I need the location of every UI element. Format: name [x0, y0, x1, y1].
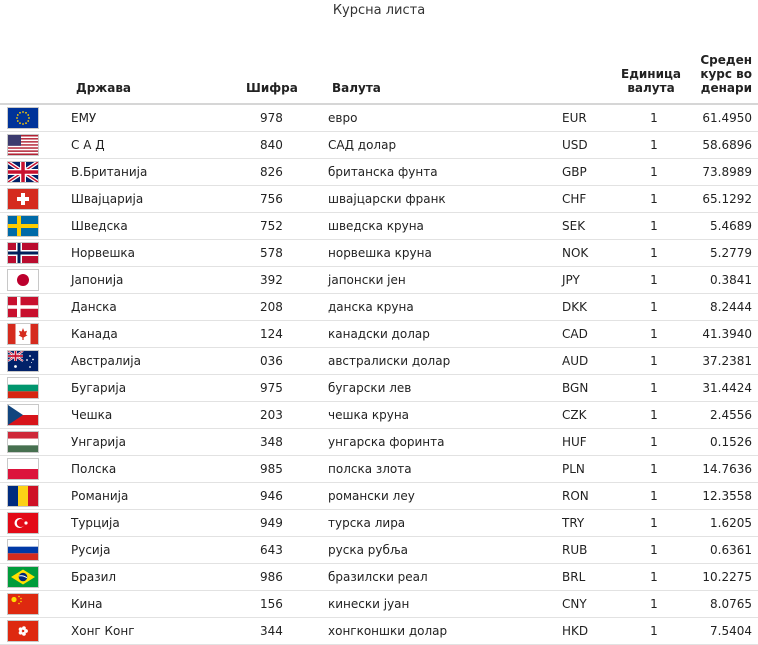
country-cell: Данска	[64, 294, 216, 321]
country-cell: Турција	[64, 510, 216, 537]
code-cell: 578	[216, 240, 326, 267]
flag-cell	[0, 537, 64, 564]
header-code: Шифра	[216, 31, 326, 104]
unit-cell: 1	[620, 240, 682, 267]
currency-cell: данска круна	[326, 294, 556, 321]
jp-flag	[8, 270, 38, 290]
rate-cell: 37.2381	[682, 348, 758, 375]
unit-cell: 1	[620, 537, 682, 564]
unit-cell: 1	[620, 267, 682, 294]
code-cell: 840	[216, 132, 326, 159]
code-cell: 978	[216, 104, 326, 132]
country-cell: Полска	[64, 456, 216, 483]
tr-flag	[8, 513, 38, 533]
code-cell: 985	[216, 456, 326, 483]
rate-cell: 73.8989	[682, 159, 758, 186]
code-cell: 156	[216, 591, 326, 618]
au-flag	[8, 351, 38, 371]
currency-cell: јапонски јен	[326, 267, 556, 294]
country-cell: Канада	[64, 321, 216, 348]
table-row	[0, 591, 758, 618]
table-row	[0, 537, 758, 564]
code-cell: 208	[216, 294, 326, 321]
unit-cell: 1	[620, 186, 682, 213]
country-cell: Швајцарија	[64, 186, 216, 213]
iso-code-cell: JPY	[556, 267, 620, 294]
iso-code-cell: CNY	[556, 591, 620, 618]
gb-flag	[8, 162, 38, 182]
unit-cell: 1	[620, 429, 682, 456]
table-row	[0, 159, 758, 186]
table-row	[0, 240, 758, 267]
table-row	[0, 104, 758, 132]
header-currency: Валута	[326, 31, 556, 104]
country-cell: Јапонија	[64, 267, 216, 294]
country-cell: Унгарија	[64, 429, 216, 456]
iso-code-cell: CZK	[556, 402, 620, 429]
currency-cell: руска рубља	[326, 537, 556, 564]
country-cell: Шведска	[64, 213, 216, 240]
rate-cell: 12.3558	[682, 483, 758, 510]
country-cell: Чешка	[64, 402, 216, 429]
code-cell: 348	[216, 429, 326, 456]
table-header-row	[0, 31, 758, 104]
table-row	[0, 456, 758, 483]
unit-cell: 1	[620, 591, 682, 618]
country-cell: Романија	[64, 483, 216, 510]
flag-cell	[0, 618, 64, 645]
flag-cell	[0, 591, 64, 618]
rate-cell: 5.2779	[682, 240, 758, 267]
code-cell: 752	[216, 213, 326, 240]
currency-cell: австралиски долар	[326, 348, 556, 375]
rate-cell: 31.4424	[682, 375, 758, 402]
rate-cell: 1.6205	[682, 510, 758, 537]
exchange-rate-table	[0, 31, 758, 645]
table-row	[0, 429, 758, 456]
flag-cell	[0, 429, 64, 456]
br-flag	[8, 567, 38, 587]
currency-cell: канадски долар	[326, 321, 556, 348]
country-cell: С А Д	[64, 132, 216, 159]
flag-cell	[0, 375, 64, 402]
flag-cell	[0, 402, 64, 429]
rate-cell: 2.4556	[682, 402, 758, 429]
ca-flag	[8, 324, 38, 344]
code-cell: 203	[216, 402, 326, 429]
unit-cell: 1	[620, 348, 682, 375]
rate-cell: 58.6896	[682, 132, 758, 159]
table-row	[0, 294, 758, 321]
rate-cell: 7.5404	[682, 618, 758, 645]
rate-cell: 10.2275	[682, 564, 758, 591]
ro-flag	[8, 486, 38, 506]
rate-cell: 41.3940	[682, 321, 758, 348]
table-row	[0, 267, 758, 294]
unit-cell: 1	[620, 294, 682, 321]
dk-flag	[8, 297, 38, 317]
hu-flag	[8, 432, 38, 452]
currency-cell: чешка круна	[326, 402, 556, 429]
country-cell: В.Британија	[64, 159, 216, 186]
country-cell: Норвешка	[64, 240, 216, 267]
code-cell: 826	[216, 159, 326, 186]
flag-cell	[0, 159, 64, 186]
header-unit: Единица валута	[620, 31, 682, 104]
flag-cell	[0, 104, 64, 132]
eu-flag	[8, 108, 38, 128]
table-row	[0, 213, 758, 240]
flag-cell	[0, 132, 64, 159]
unit-cell: 1	[620, 483, 682, 510]
currency-cell: романски леу	[326, 483, 556, 510]
rate-cell: 65.1292	[682, 186, 758, 213]
country-cell: Австралија	[64, 348, 216, 375]
page-title: Курсна листа	[332, 3, 426, 18]
rate-cell: 0.3841	[682, 267, 758, 294]
iso-code-cell: RUB	[556, 537, 620, 564]
iso-code-cell: PLN	[556, 456, 620, 483]
code-cell: 946	[216, 483, 326, 510]
code-cell: 643	[216, 537, 326, 564]
currency-cell: швајцарски франк	[326, 186, 556, 213]
table-row	[0, 321, 758, 348]
unit-cell: 1	[620, 104, 682, 132]
iso-code-cell: BGN	[556, 375, 620, 402]
cz-flag	[8, 405, 38, 425]
country-cell: ЕМУ	[64, 104, 216, 132]
currency-cell: британска фунта	[326, 159, 556, 186]
rate-cell: 8.2444	[682, 294, 758, 321]
header-country: Држава	[64, 31, 216, 104]
table-row	[0, 132, 758, 159]
unit-cell: 1	[620, 159, 682, 186]
iso-code-cell: HUF	[556, 429, 620, 456]
table-row	[0, 375, 758, 402]
rate-cell: 0.1526	[682, 429, 758, 456]
iso-code-cell: HKD	[556, 618, 620, 645]
code-cell: 036	[216, 348, 326, 375]
cn-flag	[8, 594, 38, 614]
country-cell: Хонг Конг	[64, 618, 216, 645]
unit-cell: 1	[620, 618, 682, 645]
table-row	[0, 348, 758, 375]
code-cell: 986	[216, 564, 326, 591]
iso-code-cell: CHF	[556, 186, 620, 213]
iso-code-cell: USD	[556, 132, 620, 159]
table-row	[0, 186, 758, 213]
iso-code-cell: NOK	[556, 240, 620, 267]
flag-cell	[0, 213, 64, 240]
iso-code-cell: CAD	[556, 321, 620, 348]
iso-code-cell: BRL	[556, 564, 620, 591]
code-cell: 949	[216, 510, 326, 537]
bg-flag	[8, 378, 38, 398]
flag-cell	[0, 456, 64, 483]
currency-cell: евро	[326, 104, 556, 132]
code-cell: 392	[216, 267, 326, 294]
table-row	[0, 564, 758, 591]
hk-flag	[8, 621, 38, 641]
unit-cell: 1	[620, 456, 682, 483]
table-row	[0, 510, 758, 537]
table-row	[0, 483, 758, 510]
header-flag	[0, 31, 64, 104]
code-cell: 975	[216, 375, 326, 402]
flag-cell	[0, 564, 64, 591]
flag-cell	[0, 294, 64, 321]
iso-code-cell: DKK	[556, 294, 620, 321]
currency-cell: бразилски реал	[326, 564, 556, 591]
table-row	[0, 618, 758, 645]
pl-flag	[8, 459, 38, 479]
rate-cell: 61.4950	[682, 104, 758, 132]
table-row	[0, 402, 758, 429]
currency-cell: кинески јуан	[326, 591, 556, 618]
iso-code-cell: TRY	[556, 510, 620, 537]
iso-code-cell: RON	[556, 483, 620, 510]
unit-cell: 1	[620, 564, 682, 591]
rate-cell: 8.0765	[682, 591, 758, 618]
ru-flag	[8, 540, 38, 560]
flag-cell	[0, 348, 64, 375]
no-flag	[8, 243, 38, 263]
currency-cell: полска злота	[326, 456, 556, 483]
flag-cell	[0, 321, 64, 348]
flag-cell	[0, 510, 64, 537]
country-cell: Бразил	[64, 564, 216, 591]
unit-cell: 1	[620, 321, 682, 348]
flag-cell	[0, 186, 64, 213]
country-cell: Кина	[64, 591, 216, 618]
unit-cell: 1	[620, 132, 682, 159]
rate-cell: 5.4689	[682, 213, 758, 240]
iso-code-cell: AUD	[556, 348, 620, 375]
country-cell: Русија	[64, 537, 216, 564]
currency-cell: шведска круна	[326, 213, 556, 240]
currency-cell: хонгконшки долар	[326, 618, 556, 645]
unit-cell: 1	[620, 213, 682, 240]
flag-cell	[0, 483, 64, 510]
ch-flag	[8, 189, 38, 209]
iso-code-cell: EUR	[556, 104, 620, 132]
currency-cell: унгарска форинта	[326, 429, 556, 456]
currency-cell: САД долар	[326, 132, 556, 159]
iso-code-cell: GBP	[556, 159, 620, 186]
header-iso	[556, 31, 620, 104]
code-cell: 756	[216, 186, 326, 213]
country-cell: Бугарија	[64, 375, 216, 402]
unit-cell: 1	[620, 402, 682, 429]
unit-cell: 1	[620, 375, 682, 402]
currency-cell: бугарски лев	[326, 375, 556, 402]
iso-code-cell: SEK	[556, 213, 620, 240]
unit-cell: 1	[620, 510, 682, 537]
us-flag	[8, 135, 38, 155]
currency-cell: турска лира	[326, 510, 556, 537]
flag-cell	[0, 240, 64, 267]
rate-cell: 0.6361	[682, 537, 758, 564]
header-rate: Среден курс во денари	[682, 31, 758, 104]
code-cell: 344	[216, 618, 326, 645]
flag-cell	[0, 267, 64, 294]
code-cell: 124	[216, 321, 326, 348]
se-flag	[8, 216, 38, 236]
currency-cell: норвешка круна	[326, 240, 556, 267]
rate-cell: 14.7636	[682, 456, 758, 483]
